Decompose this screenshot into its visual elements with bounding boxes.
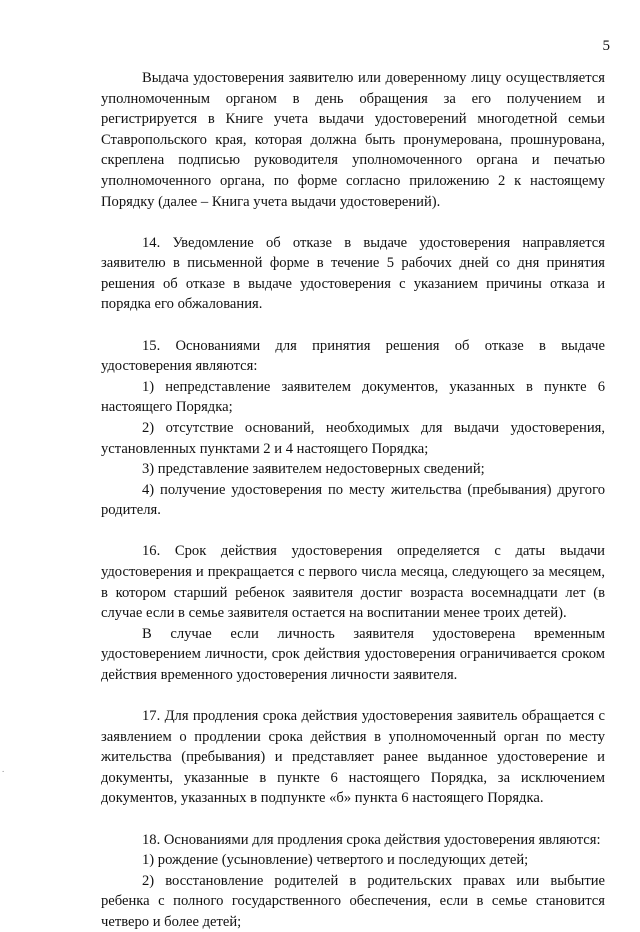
paragraph-issuance: Выдача удостоверения заявителю или доверенному лицу осуществляется уполномоченным органом в день обращения за его получением и регистрируется в Книге учета выдачи удостоверений многодетной семьи Ставропольского края, которая должна быть пронумерована, прошнурована, скреплена подписью руководителя уполномоченного органа и печатью уполномоченного органа, по форме согласно приложению 2 к настоящему Порядку (далее – Книга учета выдачи удостоверений).: [101, 70, 605, 210]
paragraph-18: 18. Основаниями для продления срока действия удостоверения являются:: [142, 831, 601, 848]
paragraph-15-item-3: 3) представление заявителем недостоверных сведений;: [142, 461, 485, 478]
paragraph-15: 15. Основаниями для принятия решения об отказе в выдаче удостоверения являются:: [101, 337, 605, 375]
page-number: 5: [602, 38, 610, 54]
paragraph-16-continuation: В случае если личность заявителя удостоверена временным удостоверением личности, срок действия удостоверения ограничивается сроком действия временного удостоверения личности заявителя.: [101, 625, 605, 683]
margin-mark: .: [2, 764, 5, 774]
paragraph-18-item-1: 1) рождение (усыновление) четвертого и последующих детей;: [142, 852, 529, 869]
paragraph-16: 16. Срок действия удостоверения определяется с даты выдачи удостоверения и прекращается с первого числа месяца, следующего за месяцем, в котором старший ребенок заявителя достиг возраста восемнадцати лет (в случае если в семье заявителя остается на воспитании менее троих детей).: [101, 543, 605, 622]
paragraph-14: 14. Уведомление об отказе в выдаче удостоверения направляется заявителю в письменной форме в течение 5 рабочих дней со дня принятия решения об отказе в выдаче удостоверения с указанием причины отказа и порядка его обжалования.: [101, 234, 605, 313]
paragraph-18-item-2: 2) восстановление родителей в родительских правах или выбытие ребенка с полного государственного обеспечения, если в семье становится четверо и более детей;: [101, 872, 605, 930]
paragraph-15-item-2: 2) отсутствие оснований, необходимых для выдачи удостоверения, установленных пунктами 2 и 4 настоящего Порядка;: [101, 419, 605, 457]
paragraph-15-item-1: 1) непредставление заявителем документов, указанных в пункте 6 настоящего Порядка;: [101, 378, 605, 416]
document-body: [101, 68, 605, 932]
paragraph-17: 17. Для продления срока действия удостоверения заявитель обращается с заявлением о продлении срока действия в уполномоченный орган по месту жительства (пребывания) и представляет ранее выданное удостоверение и документы, указанные в пункте 6 настоящего Порядка, за исключением документов, указанных в подпункте «б» пункта 6 настоящего Порядка.: [101, 708, 605, 807]
paragraph-15-item-4: 4) получение удостоверения по месту жительства (пребывания) другого родителя.: [101, 481, 605, 519]
